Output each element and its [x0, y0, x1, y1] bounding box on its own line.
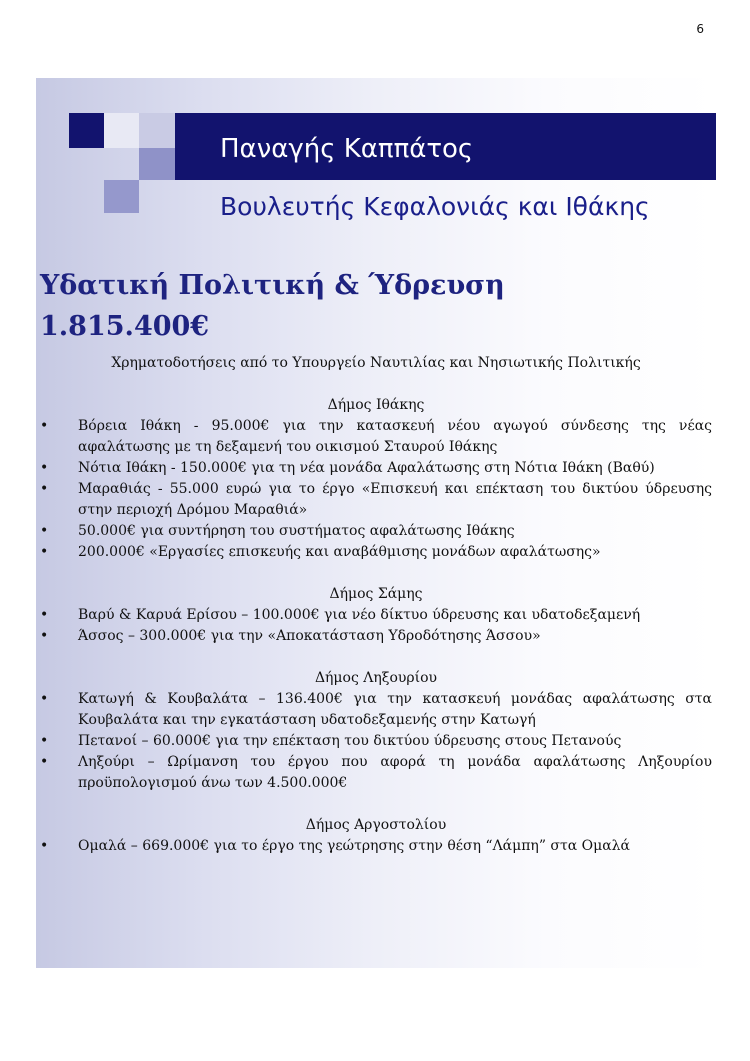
intro-text: Χρηματοδοτήσεις από το Υπουργείο Ναυτιλίας και Νησιωτικής Πολιτικής	[111, 355, 641, 371]
bullet-icon: •	[40, 523, 49, 539]
section-title: Δήμος Σάμης	[329, 586, 423, 602]
item-list	[40, 605, 712, 647]
list-item: • 200.000€ «Εργασίες επισκευής και αναβάθμισης μονάδων αφαλάτωσης»	[40, 542, 712, 563]
bullet-icon: •	[40, 838, 49, 854]
list-item: • Μαραθιάς - 55.000 ευρώ για το έργο «Επισκευή και επέκταση του δικτύου ύδρευσης στην περιοχή Δρόμου Μαραθιά»	[40, 481, 712, 518]
bullet-icon: •	[40, 754, 49, 770]
section-title: Δήμος Ληξουρίου	[314, 670, 438, 686]
section-title: Δήμος Αργοστολίου	[305, 817, 447, 833]
bullet-icon: •	[40, 418, 49, 434]
item-list	[40, 689, 712, 794]
funding-content	[40, 353, 712, 878]
bullet-icon: •	[40, 607, 49, 623]
page-number: 6	[696, 22, 704, 36]
list-item: • Βαρύ & Καρυά Ερίσου – 100.000€ για νέο δίκτυο ύδρευσης και υδατοδεξαμενή	[40, 605, 712, 626]
section-title: Δήμος Ιθάκης	[327, 397, 425, 413]
list-item: • Νότια Ιθάκη - 150.000€ για τη νέα μονάδα Αφαλάτωσης στη Νότια Ιθάκη (Βαθύ)	[40, 458, 712, 479]
list-item: • Πετανοί – 60.000€ για την επέκταση του δικτύου ύδρευσης στους Πετανούς	[40, 731, 712, 752]
decor-square	[139, 113, 175, 148]
decor-square	[139, 148, 175, 180]
decor-square	[104, 180, 139, 213]
page-title: Υδατική Πολιτική & Ύδρευση	[40, 270, 505, 301]
section-lixouri	[40, 668, 712, 794]
list-item: • Ομαλά – 669.000€ για το έργο της γεώτρησης στην θέση “Λάμπη” στα Ομαλά	[40, 836, 712, 857]
bullet-icon: •	[40, 544, 49, 560]
bullet-icon: •	[40, 481, 49, 497]
bullet-icon: •	[40, 733, 49, 749]
list-item: • Ληξούρι – Ωρίμανση του έργου που αφορά τη μονάδα αφαλάτωσης Ληξουρίου προϋπολογισμού άνω των 4.500.000€	[40, 754, 712, 791]
author-name: Παναγής Καππάτος	[220, 134, 474, 164]
list-item: • Άσσος – 300.000€ για την «Αποκατάσταση Υδροδότησης Άσσου»	[40, 626, 712, 647]
author-subtitle: Βουλευτής Κεφαλονιάς και Ιθάκης	[220, 192, 650, 221]
decor-square	[69, 113, 104, 148]
list-item: • 50.000€ για συντήρηση του συστήματος αφαλάτωσης Ιθάκης	[40, 521, 712, 542]
bullet-icon: •	[40, 691, 49, 707]
bullet-icon: •	[40, 460, 49, 476]
total-amount: 1.815.400€	[40, 311, 210, 342]
item-list	[40, 836, 712, 857]
section-argostoli	[40, 815, 712, 857]
section-sami	[40, 584, 712, 647]
list-item: • Κατωγή & Κουβαλάτα – 136.400€ για την κατασκευή μονάδας αφαλάτωσης στα Κουβαλάτα και την εγκατάσταση υδατοδεξαμενής στην Κατωγή	[40, 691, 712, 728]
decor-square	[104, 113, 139, 148]
list-item: • Βόρεια Ιθάκη - 95.000€ για την κατασκευή νέου αγωγού σύνδεσης της νέας αφαλάτωσης με τη δεξαμενή του οικισμού Σταυρού Ιθάκης	[40, 418, 712, 455]
item-list	[40, 416, 712, 563]
section-ithaki	[40, 395, 712, 563]
bullet-icon: •	[40, 628, 49, 644]
